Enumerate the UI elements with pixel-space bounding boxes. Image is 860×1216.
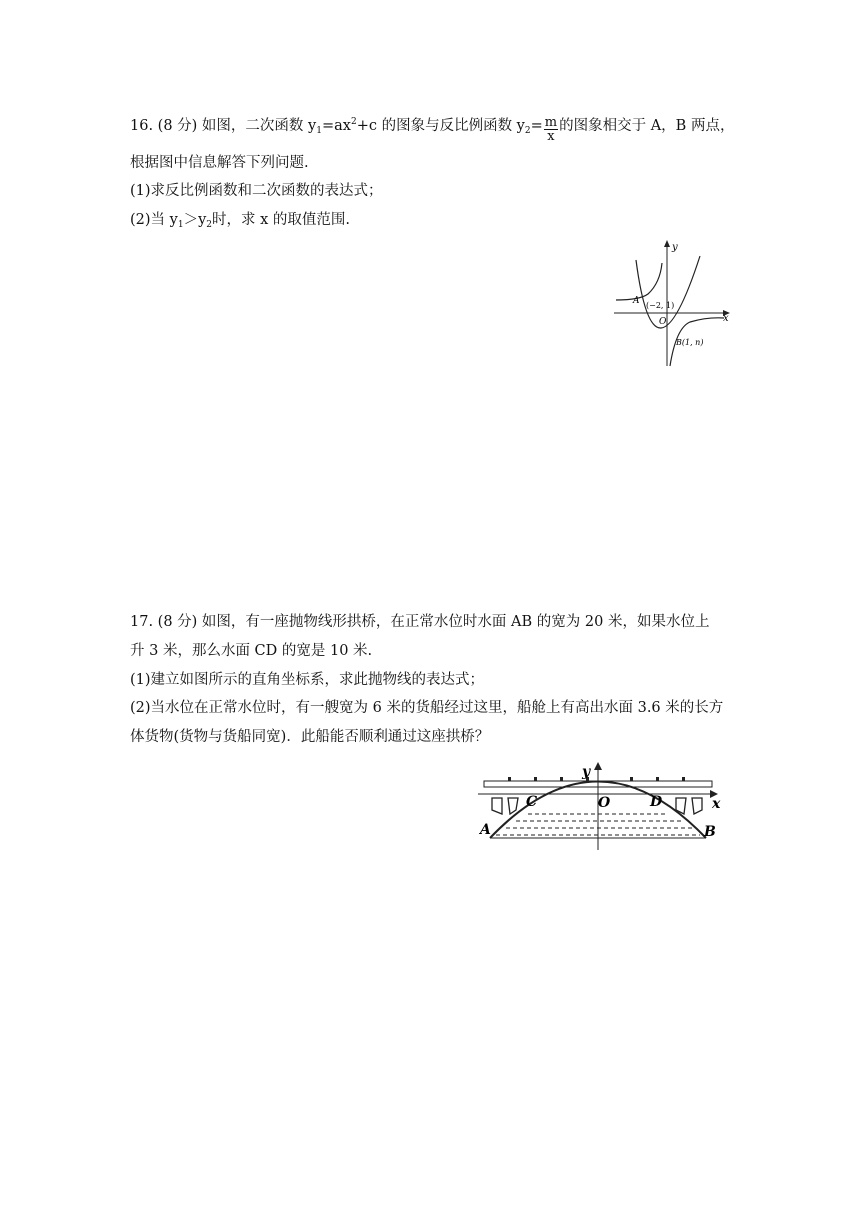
label-b: B — [704, 824, 716, 840]
label-x: x — [723, 313, 729, 324]
label-c: C — [526, 794, 538, 810]
q16-stem-line1 — [130, 112, 734, 143]
q16-eq1: =ax — [321, 118, 351, 134]
deck-rail-posts — [508, 777, 685, 781]
label-x: x — [712, 796, 721, 812]
q16-figure — [612, 238, 737, 368]
q16-tail: 的图象相交于 A，B 两点， — [559, 118, 735, 134]
q16-part1: (1)求反比例函数和二次函数的表达式； — [130, 183, 383, 199]
parabola-curve — [636, 256, 700, 328]
y-axis-arrow-icon — [594, 762, 602, 770]
label-point-b: B(1, n) — [676, 338, 704, 347]
fraction-denominator: x — [547, 129, 555, 144]
label-y: y — [582, 764, 591, 780]
label-y: y — [672, 242, 678, 253]
q16-stem-line2: 根据图中信息解答下列问题. — [130, 155, 309, 171]
label-origin: O — [598, 795, 611, 811]
q16-part2-sub1: 1 — [177, 220, 184, 230]
q16-part2-sub2: 2 — [206, 220, 213, 230]
label-a-coord: (−2, 1) — [646, 301, 675, 310]
q17-stem-line1: 17. (8 分) 如图，有一座抛物线形拱桥，在正常水位时水面 AB 的宽为 20 米，如果水位上 — [130, 614, 710, 630]
label-d: D — [650, 794, 663, 810]
fraction-numerator: m — [544, 115, 558, 130]
label-point-a: A — [633, 296, 640, 306]
q16-head: 16. (8 分) 如图，二次函数 y — [130, 118, 317, 134]
q17-stem-line2: 升 3 米，那么水面 CD 的宽是 10 米. — [130, 643, 373, 659]
label-origin: O — [659, 317, 667, 327]
q16-part2-gt: ＞y — [183, 212, 207, 228]
q16-mid: +c 的图象与反比例函数 y — [356, 118, 525, 134]
q16-sub1: 1 — [316, 126, 322, 136]
label-a: A — [480, 822, 491, 838]
q17-part2-line1: (2)当水位在正常水位时，有一艘宽为 6 米的货船经过这里，船舱上有高出水面 3.6 米的长方 — [130, 700, 724, 716]
q16-part2-b: 时，求 x 的取值范围. — [212, 212, 351, 228]
y-axis-arrow-icon — [664, 240, 670, 247]
q16-sup2: 2 — [350, 117, 357, 127]
q17-bridge-figure — [478, 760, 728, 850]
q16-sub2: 2 — [524, 126, 531, 136]
q16-part2-a: (2)当 y — [130, 212, 178, 228]
q17-part2-line2: 体货物(货物与货船同宽)．此船能否顺利通过这座拱桥？ — [130, 729, 490, 745]
q17-part1: (1)建立如图所示的直角坐标系，求此抛物线的表达式； — [130, 672, 485, 688]
q16-fraction — [544, 116, 558, 143]
q16-eq2: = — [530, 118, 543, 134]
q16-part2 — [130, 210, 350, 235]
